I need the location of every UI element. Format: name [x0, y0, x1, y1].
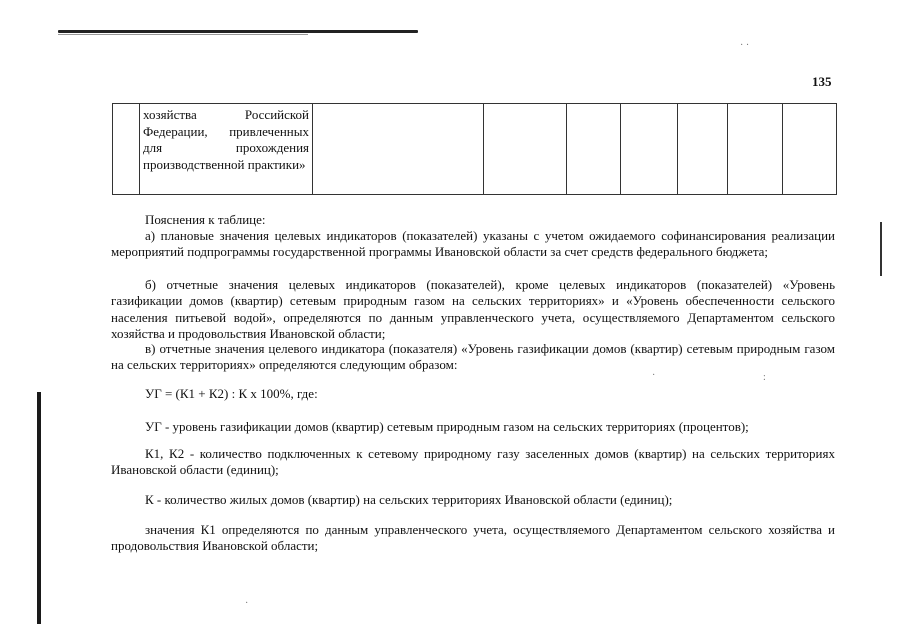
scan-artifact-right-edge — [880, 222, 882, 276]
formula: УГ = (К1 + К2) : К х 100%, где: — [145, 386, 318, 401]
table-cell — [728, 104, 783, 195]
table-cell — [678, 104, 728, 195]
note-item-c: в) отчетные значения целевого индикатора (показателя) «Уровень газификации домов (квартир) сетевым природным газом на сельских территориях» определяются следующим образом: — [111, 341, 835, 373]
definition-k1-k2: К1, К2 - количество подключенных к сетевому природному газу заселенных домов (квартир) на сельских территориях Ивановской области (единиц); — [111, 446, 835, 478]
scan-speckle: · — [652, 370, 656, 381]
table-cell — [484, 104, 567, 195]
table-cell — [313, 104, 484, 195]
definition-k: К - количество жилых домов (квартир) на сельских территориях Ивановской области (единиц); — [145, 492, 673, 507]
table-cell-number — [113, 104, 140, 195]
definition-k1-values: значения К1 определяются по данным управленческого учета, осуществляемого Департаментом сельского хозяйства и продовольствия Ивановской области; — [111, 522, 835, 554]
scan-speckle: · — [245, 598, 249, 609]
scan-artifact-left-edge — [37, 392, 41, 624]
scan-artifact-top-thin-line — [58, 34, 308, 35]
note-item-b: б) отчетные значения целевых индикаторов (показателей), кроме целевых индикаторов (показателей) «Уровень газификации домов (квартир) сетевым природным газом на сельских территориях» и «Уровень обеспеченности сельского населения питьевой водой», определяются по данным управленческого учета, осуществляемого Департаментом сельского хозяйства и продовольствия Ивановской области; — [111, 277, 835, 341]
note-item-a: а) плановые значения целевых индикаторов (показателей) указаны с учетом ожидаемого софинансирования реализации мероприятий подпрограммы государственной программы Ивановской области за счет средств федерального бюджета; — [111, 228, 835, 260]
scan-speckle: · · — [740, 40, 750, 51]
table-cell — [783, 104, 837, 195]
scan-speckle: : — [763, 372, 766, 383]
data-table — [112, 103, 837, 195]
scan-artifact-top-line — [58, 30, 418, 33]
definition-ug: УГ - уровень газификации домов (квартир) сетевым природным газом на сельских территориях (процентов); — [145, 419, 749, 434]
table-row — [113, 104, 837, 195]
table-cell-indicator — [140, 104, 313, 195]
page-number: 135 — [812, 74, 832, 89]
indicator-name: хозяйства Российской Федерации, привлеченных для прохождения производственной практики» — [143, 107, 309, 172]
table-cell — [567, 104, 621, 195]
table-cell — [621, 104, 678, 195]
notes-heading: Пояснения к таблице: — [145, 212, 266, 227]
